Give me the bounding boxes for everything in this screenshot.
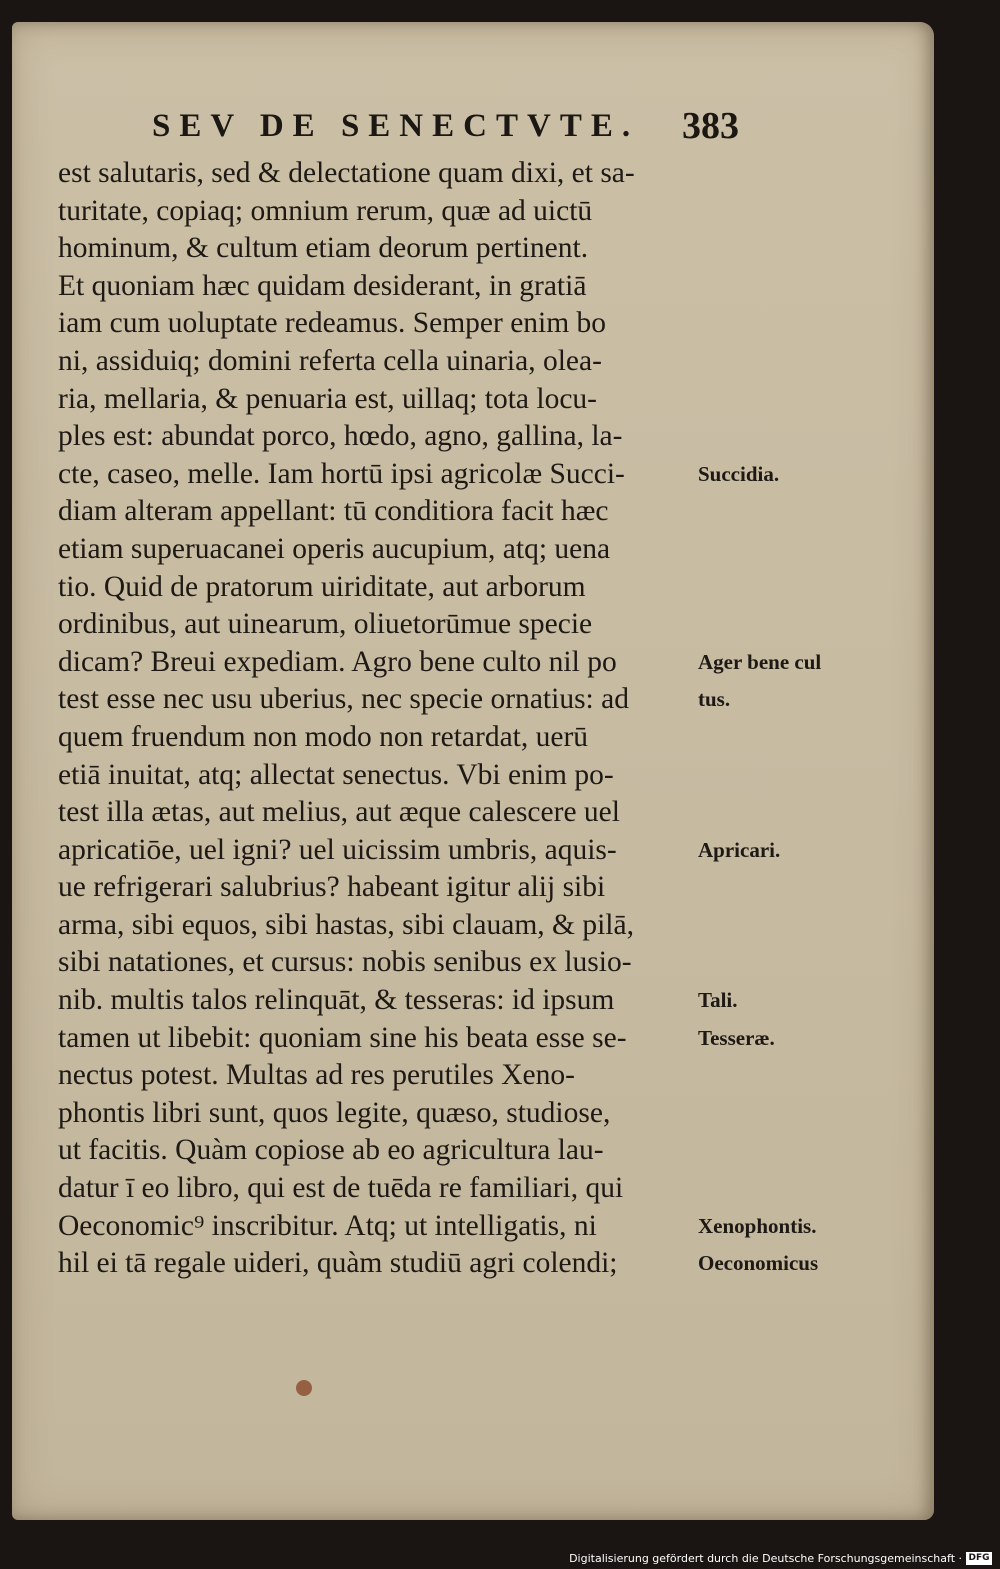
text-line: etiā inuitat, atq; allectat senectus. Vbi enim po-: [58, 758, 614, 791]
text-line: phontis libri sunt, quos legite, quæso, studiose,: [58, 1096, 611, 1129]
marginal-note: Oeconomicus: [698, 1251, 819, 1276]
text-line: quem fruendum non modo non retardat, uerū: [58, 720, 589, 753]
text-line: turitate, copiaq; omnium rerum, quæ ad uictū: [58, 194, 593, 227]
page-number: 383: [682, 105, 739, 147]
text-line: etiam superuacanei operis aucupium, atq; uena: [58, 532, 611, 565]
dfg-logo-icon: DFG: [966, 1552, 992, 1565]
marginal-note: Tali.: [698, 988, 738, 1013]
text-line: ples est: abundat porco, hœdo, agno, gallina, la-: [58, 420, 623, 453]
text-line: ordinibus, aut uinearum, oliuetorūmue specie: [58, 608, 593, 641]
marginal-note: Tesseræ.: [698, 1025, 775, 1050]
footer-credit: Digitalisierung gefördert durch die Deutsche Forschungsgemeinschaft ·: [569, 1551, 962, 1565]
text-line: ue refrigerari salubrius? habeant igitur alij sibi: [58, 871, 606, 904]
text-line: ni, assiduiq; domini referta cella uinaria, olea-: [58, 344, 602, 377]
text-line: hil ei tā regale uideri, quàm studiū agri colendi;: [58, 1247, 618, 1280]
text-line: nectus potest. Multas ad res perutiles Xeno-: [58, 1059, 575, 1092]
marginal-note: tus.: [698, 687, 731, 712]
text-line: test illa ætas, aut melius, aut æque calescere uel: [58, 796, 620, 829]
text-line: sibi natationes, et cursus: nobis senibus ex lusio-: [58, 946, 632, 979]
text-line: ut facitis. Quàm copiose ab eo agricultura lau-: [58, 1134, 604, 1167]
text-line: dicam? Breui expediam. Agro bene culto nil po: [58, 645, 617, 678]
page-header: [152, 104, 742, 154]
ink-stain: [296, 1380, 312, 1396]
book-page: [12, 22, 934, 1520]
marginal-note: Ager bene cul: [698, 649, 822, 674]
text-line: ria, mellaria, & penuaria est, uillaq; tota locu-: [58, 382, 597, 415]
marginal-note: Succidia.: [698, 461, 780, 486]
text-line: datur ī eo libro, qui est de tuēda re familiari, qui: [58, 1172, 624, 1205]
text-line: iam cum uoluptate redeamus. Semper enim bo: [58, 307, 607, 340]
text-line: est salutaris, sed & delectatione quam dixi, et sa-: [58, 157, 635, 189]
text-line: test esse nec usu uberius, nec specie ornatius: ad: [58, 683, 629, 716]
text-line: cte, caseo, melle. Iam hortū ipsi agricolæ Succi-: [58, 457, 625, 490]
text-line: tio. Quid de pratorum uiriditate, aut arborum: [58, 570, 586, 603]
marginal-note: Xenophontis.: [698, 1213, 817, 1238]
marginal-notes: [698, 22, 928, 1522]
marginal-note: Apricari.: [698, 837, 781, 862]
digitization-footer: [569, 1549, 992, 1567]
text-line: arma, sibi equos, sibi hastas, sibi clauam, & pilā,: [58, 908, 634, 941]
body-text: [58, 155, 698, 1283]
text-line: Et quoniam hæc quidam desiderant, in gratiā: [58, 269, 587, 302]
text-line: nib. multis talos relinquāt, & tesseras: id ipsum: [58, 984, 615, 1017]
text-line: hominum, & cultum etiam deorum pertinent.: [58, 232, 589, 265]
text-line: Oeconomic⁹ inscribitur. Atq; ut intelligatis, ni: [58, 1209, 597, 1242]
text-line: tamen ut libebit: quoniam sine his beata esse se-: [58, 1021, 627, 1054]
running-head: SEV DE SENECTVTE.: [152, 108, 640, 144]
text-line: apricatiōe, uel igni? uel uicissim umbris, aquis-: [58, 833, 617, 866]
text-line: diam alteram appellant: tū conditiora facit hæc: [58, 495, 609, 528]
